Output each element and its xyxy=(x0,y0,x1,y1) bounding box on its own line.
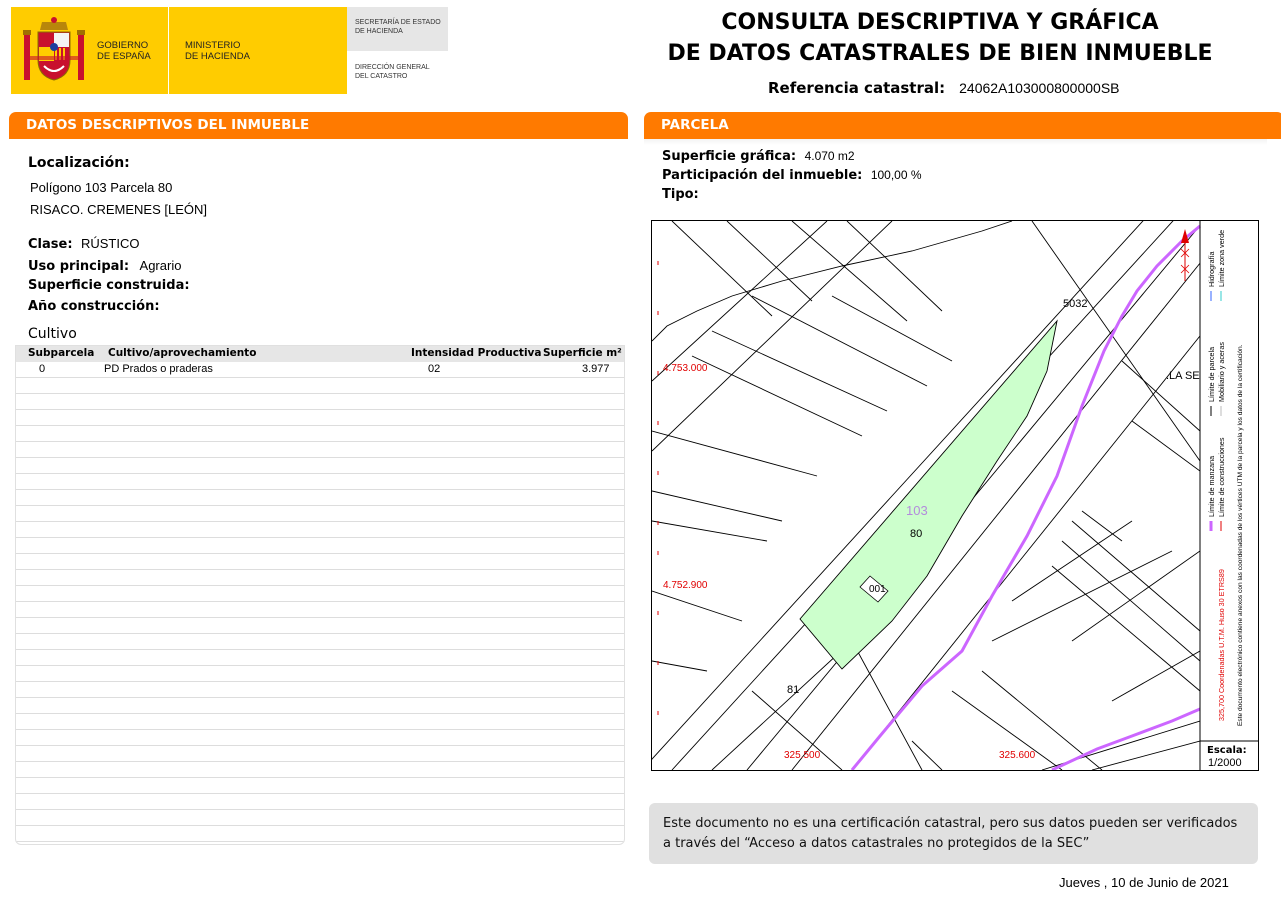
table-row xyxy=(16,570,624,586)
utm-y-4752900: 4.752.900 xyxy=(663,580,708,591)
col-intensidad: Intensidad Productiva xyxy=(411,347,542,359)
legend-mobiliario: Mobiliario y aceras xyxy=(1217,342,1226,402)
table-row xyxy=(16,682,624,698)
table-row xyxy=(16,826,624,842)
table-row xyxy=(16,506,624,522)
clase-row xyxy=(28,235,139,253)
cell-superficie: 3.977 xyxy=(582,363,610,375)
table-row xyxy=(16,618,624,634)
superficie-grafica-row xyxy=(662,147,855,165)
superficie-construida-label: Superficie construida: xyxy=(28,278,190,293)
direccion-general-label: DIRECCIÓN GENERAL DEL CATASTRO xyxy=(355,64,430,80)
table-row xyxy=(16,458,624,474)
tipo-label: Tipo: xyxy=(662,187,699,202)
table-row xyxy=(16,714,624,730)
table-row xyxy=(16,666,624,682)
table-row xyxy=(16,698,624,714)
utm-x-325600: 325.600 xyxy=(999,750,1036,761)
table-row xyxy=(16,410,624,426)
section-title-a: DATOS DESCRIPTIVOS DEL xyxy=(26,117,232,133)
table-row xyxy=(16,586,624,602)
escala-label: Escala: xyxy=(1207,745,1247,756)
uso-value: Agrario xyxy=(139,258,182,273)
localizacion-line1: Polígono 103 Parcela 80 xyxy=(30,180,173,195)
legend-hidrografia: Hidrografía xyxy=(1207,251,1216,287)
uso-label: Uso principal: xyxy=(28,259,130,274)
superficie-grafica-value: 4.070 m2 xyxy=(804,149,855,163)
localizacion-line2: RISACO. CREMENES [LEÓN] xyxy=(30,202,207,217)
parcela-header-shadow xyxy=(644,139,1267,145)
table-row xyxy=(16,426,624,442)
paraje-label: .LA SE xyxy=(1166,370,1200,382)
page-title: CONSULTA DESCRIPTIVA Y GRÁFICA DE DATOS CATASTRALES DE BIEN INMUEBLE xyxy=(667,10,1213,66)
table-row xyxy=(16,442,624,458)
poligono-number-label: 103 xyxy=(906,503,928,518)
utm-x-325500: 325.500 xyxy=(784,750,821,761)
table-row xyxy=(16,650,624,666)
table-row xyxy=(16,362,624,378)
table-row xyxy=(16,378,624,394)
cultivo-table xyxy=(15,345,625,845)
legend-coordenadas: 325,700 Coordenadas U.T.M. Huso 30 ETRS89 xyxy=(1217,569,1226,721)
table-row xyxy=(16,762,624,778)
parcela-header xyxy=(644,112,1281,139)
participacion-label: Participación del inmueble: xyxy=(662,168,863,183)
table-row xyxy=(16,522,624,538)
parcela-number-label: 80 xyxy=(910,528,923,540)
cell-subparcela: 0 xyxy=(39,363,46,375)
parcela-81-label: 81 xyxy=(787,684,800,696)
clase-label: Clase: xyxy=(28,237,73,252)
gobierno-label: GOBIERNO DE ESPAÑA xyxy=(97,40,151,62)
table-row xyxy=(16,474,624,490)
table-row xyxy=(16,394,624,410)
utm-y-4753000: 4.753.000 xyxy=(663,363,708,374)
cell-cultivo: PD Prados o praderas xyxy=(104,363,213,375)
legend-zona-verde: Límite zona verde xyxy=(1217,229,1226,287)
table-row xyxy=(16,554,624,570)
clase-value: RÚSTICO xyxy=(80,236,140,251)
cadastral-map[interactable] xyxy=(651,220,1259,771)
col-subparcela: Subparcela xyxy=(28,347,95,359)
table-row xyxy=(16,730,624,746)
table-row xyxy=(16,490,624,506)
logo-divider xyxy=(168,7,169,94)
escala-value: 1/2000 xyxy=(1208,757,1242,769)
table-row xyxy=(16,810,624,826)
datos-descriptivos-header xyxy=(9,112,628,139)
coat-of-arms-icon xyxy=(22,16,86,84)
legend-nota: Este documento electrónico contiene anexos con las coordenadas de los vértices UTM de la parcela y los datos de la certificación. xyxy=(1237,344,1244,726)
secretaria-label: SECRETARÍA DE ESTADO DE HACIENDA xyxy=(355,19,441,35)
col-superficie: Superficie m² xyxy=(543,347,622,359)
legend-limite-construcciones: Límite de construcciones xyxy=(1217,437,1226,517)
cultivo-table-header xyxy=(16,346,624,362)
legend-limite-manzana: Límite de manzana xyxy=(1207,455,1216,517)
legend-limite-parcela: Límite de parcela xyxy=(1207,346,1216,402)
parcel-80-shape[interactable] xyxy=(800,321,1057,669)
table-row xyxy=(16,602,624,618)
localizacion-label: Localización: xyxy=(28,155,130,171)
parcela-title: PARCELA xyxy=(661,117,729,133)
section-title-b: INMUEBLE xyxy=(231,117,310,133)
disclaimer-text: Este documento no es una certificación catastral, pero sus datos pueden ser verificados a través del “Acceso a datos catastrales no protegidos de la SEC” xyxy=(663,816,1238,851)
construction-label: 001 xyxy=(869,584,886,595)
parcela-5032-label: 5032 xyxy=(1063,298,1088,310)
superficie-grafica-label: Superficie gráfica: xyxy=(662,149,797,164)
col-cultivo: Cultivo/aprovechamiento xyxy=(108,347,257,359)
table-row xyxy=(16,746,624,762)
participacion-row xyxy=(662,166,922,184)
ministerio-label: MINISTERIO DE HACIENDA xyxy=(185,40,250,62)
ref-label: Referencia catastral: xyxy=(768,79,946,97)
table-row xyxy=(16,538,624,554)
table-row xyxy=(16,794,624,810)
cultivo-title: Cultivo xyxy=(28,326,77,342)
table-row xyxy=(16,634,624,650)
uso-row xyxy=(28,257,181,275)
cell-intensidad: 02 xyxy=(428,363,441,375)
ref-value: 24062A103000800000SB xyxy=(959,80,1120,96)
issue-date: Jueves , 10 de Junio de 2021 xyxy=(1059,875,1229,890)
participacion-value: 100,00 % xyxy=(870,168,922,182)
anio-construccion-label: Año construcción: xyxy=(28,299,160,314)
table-row xyxy=(16,778,624,794)
map-legend xyxy=(1207,230,1244,726)
referencia-catastral xyxy=(768,79,1120,97)
